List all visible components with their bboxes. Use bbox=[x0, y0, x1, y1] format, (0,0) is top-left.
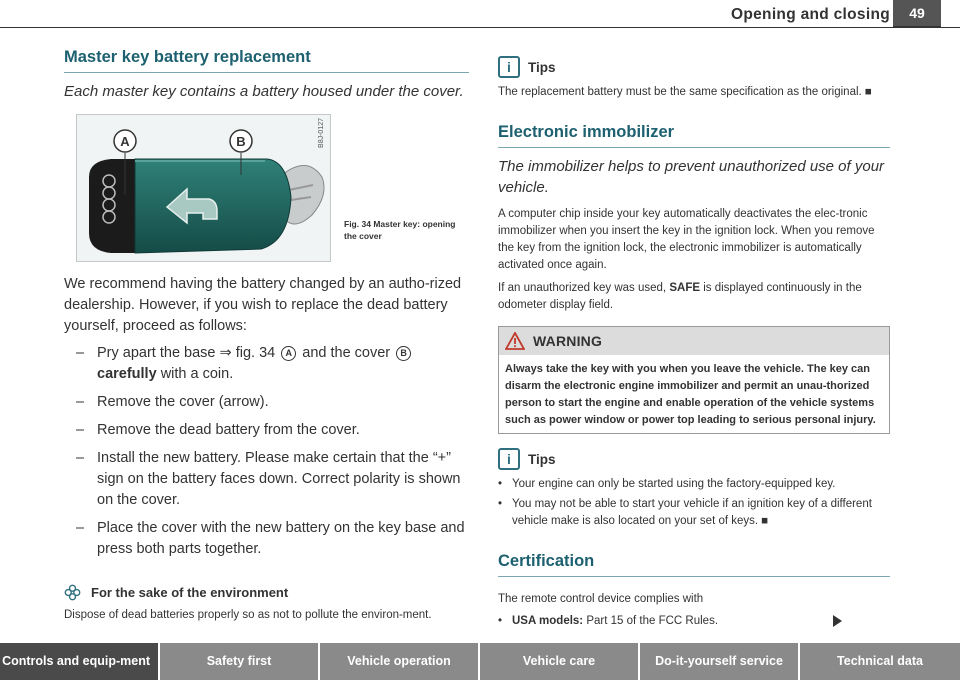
list-item: • USA models: Part 15 of the FCC Rules. bbox=[498, 615, 719, 627]
tips-text bbox=[498, 84, 890, 101]
step-1-text-b: and the cover bbox=[302, 345, 391, 361]
warning-header bbox=[499, 327, 889, 355]
key-base-cap bbox=[89, 159, 135, 253]
step-1-text-d: with a coin. bbox=[160, 366, 234, 382]
tab-vehicle-operation[interactable]: Vehicle operation bbox=[320, 643, 480, 680]
battery-replacement-heading: Master key battery replacement bbox=[64, 48, 469, 73]
immobilizer-paragraph-2 bbox=[498, 280, 890, 314]
callout-b-label: B bbox=[236, 134, 246, 149]
usa-models-text: Part 15 of the FCC Rules. bbox=[586, 615, 719, 627]
chapter-tabs bbox=[0, 643, 960, 680]
end-mark-icon: ■ bbox=[864, 86, 872, 98]
warning-box bbox=[498, 326, 890, 434]
page-header bbox=[0, 0, 960, 28]
warning-triangle-icon bbox=[505, 332, 525, 350]
tab-vehicle-care[interactable]: Vehicle care bbox=[480, 643, 640, 680]
warning-text: Always take the key with you when you leave the vehicle. The key can disarm the electronic engine immobilizer and permit an unau-thorized person to start the engine and enable operation of the vehicle systems such as power window or power top leading to serious personal injury. bbox=[505, 363, 876, 426]
environment-text: Dispose of dead batteries properly so as not to pollute the environ-ment. bbox=[64, 609, 432, 621]
list-item: – Place the cover with the new battery on the key base and press both parts together. bbox=[76, 520, 465, 557]
immobilizer-paragraph-1: A computer chip inside your key automatically deactivates the elec-tronic immobilizer when you insert the key in the ignition lock. When you remove the key from the ignition lock, the electronic immobilizer is automatically activated once again. bbox=[498, 208, 875, 271]
figure-caption-text: Master key: opening the cover bbox=[344, 219, 456, 241]
step-3-text: Remove the dead battery from the cover. bbox=[97, 422, 360, 438]
list-item: • Your engine can only be started using the factory-equipped key. bbox=[498, 478, 836, 490]
list-item: – Remove the cover (arrow). bbox=[76, 394, 269, 410]
tips-bullet-2: You may not be able to start your vehicle if an ignition key of a different vehicle make is also located on your set of keys. bbox=[512, 498, 872, 527]
callout-a-label: A bbox=[120, 134, 130, 149]
immobilizer-lead: The immobilizer helps to prevent unauthorized use of your vehicle. bbox=[498, 158, 885, 196]
warning-title: WARNING bbox=[533, 333, 603, 349]
step-1-text-a: Pry apart the base ⇒ fig. 34 bbox=[97, 345, 276, 361]
figure-code: B8J-0127 bbox=[318, 118, 325, 148]
page-number: 49 bbox=[893, 0, 941, 28]
immobilizer-heading: Electronic immobilizer bbox=[498, 123, 890, 148]
figure-caption bbox=[344, 218, 464, 242]
step-5-text: Place the cover with the new battery on the key base and press both parts together. bbox=[97, 520, 465, 557]
tips-heading-row-2 bbox=[498, 448, 890, 470]
tab-controls-and-equipment[interactable]: Controls and equip-ment bbox=[0, 643, 160, 680]
tips-text-content: The replacement battery must be the same specification as the original. bbox=[498, 86, 862, 98]
step-1-emphasis: carefully bbox=[97, 366, 157, 382]
intro-paragraph: We recommend having the battery changed by an autho-rized dealership. However, if you wish to replace the dead battery yourself, proceed as follows: bbox=[64, 276, 462, 334]
list-item: – Remove the dead battery from the cover. bbox=[76, 422, 360, 438]
flower-icon bbox=[64, 584, 81, 601]
info-icon: i bbox=[498, 56, 520, 78]
list-item: – Pry apart the base ⇒ fig. 34 A and the cover B carefully with a coin. bbox=[64, 343, 469, 385]
master-key-illustration bbox=[77, 115, 330, 261]
step-4-text: Install the new battery. Please make certain that the “+” sign on the battery faces down. Correct polarity is shown on the cover. bbox=[97, 450, 461, 508]
procedure-steps bbox=[64, 343, 469, 560]
list-item: – Install the new battery. Please make certain that the “+” sign on the battery faces down. Correct polarity is shown on the cover. bbox=[76, 450, 461, 508]
tips-bullet-1: Your engine can only be started using the factory-equipped key. bbox=[512, 478, 836, 490]
step-2-text: Remove the cover (arrow). bbox=[97, 394, 269, 410]
tips-heading: Tips bbox=[528, 59, 556, 75]
tab-safety-first[interactable]: Safety first bbox=[160, 643, 320, 680]
tab-technical-data[interactable]: Technical data bbox=[800, 643, 960, 680]
info-icon: i bbox=[498, 448, 520, 470]
tab-do-it-yourself-service[interactable]: Do-it-yourself service bbox=[640, 643, 800, 680]
end-mark-icon: ■ bbox=[761, 515, 769, 527]
environment-heading: For the sake of the environment bbox=[91, 585, 289, 600]
tips-heading-row bbox=[498, 56, 890, 78]
figure-frame bbox=[76, 114, 331, 262]
usa-models-label: USA models: bbox=[512, 615, 584, 627]
tips-heading-2: Tips bbox=[528, 451, 556, 467]
list-item: • You may not be able to start your vehicle if an ignition key of a different vehicle make is also located on your set of keys. ■ bbox=[498, 498, 872, 527]
right-column bbox=[498, 56, 890, 630]
continue-arrow-icon bbox=[833, 615, 842, 627]
environment-note bbox=[64, 584, 469, 624]
callout-a-inline: A bbox=[281, 346, 296, 361]
header-rule bbox=[0, 27, 960, 28]
battery-lead-text: Each master key contains a battery housed under the cover. bbox=[64, 83, 464, 100]
callout-b-inline: B bbox=[396, 346, 411, 361]
certification-text: The remote control device complies with bbox=[498, 593, 704, 605]
figure-34 bbox=[64, 114, 469, 262]
environment-heading-row bbox=[64, 584, 469, 601]
safe-indicator-text: SAFE bbox=[669, 282, 701, 294]
immobilizer-p2-a: If an unauthorized key was used, bbox=[498, 282, 667, 294]
immobilizer-p2-c: is displayed continuously in the odometer display field. bbox=[498, 282, 862, 311]
figure-caption-number: Fig. 34 bbox=[344, 219, 371, 229]
running-section-title: Opening and closing bbox=[731, 6, 890, 23]
certification-heading: Certification bbox=[498, 552, 890, 577]
left-column bbox=[64, 48, 469, 624]
